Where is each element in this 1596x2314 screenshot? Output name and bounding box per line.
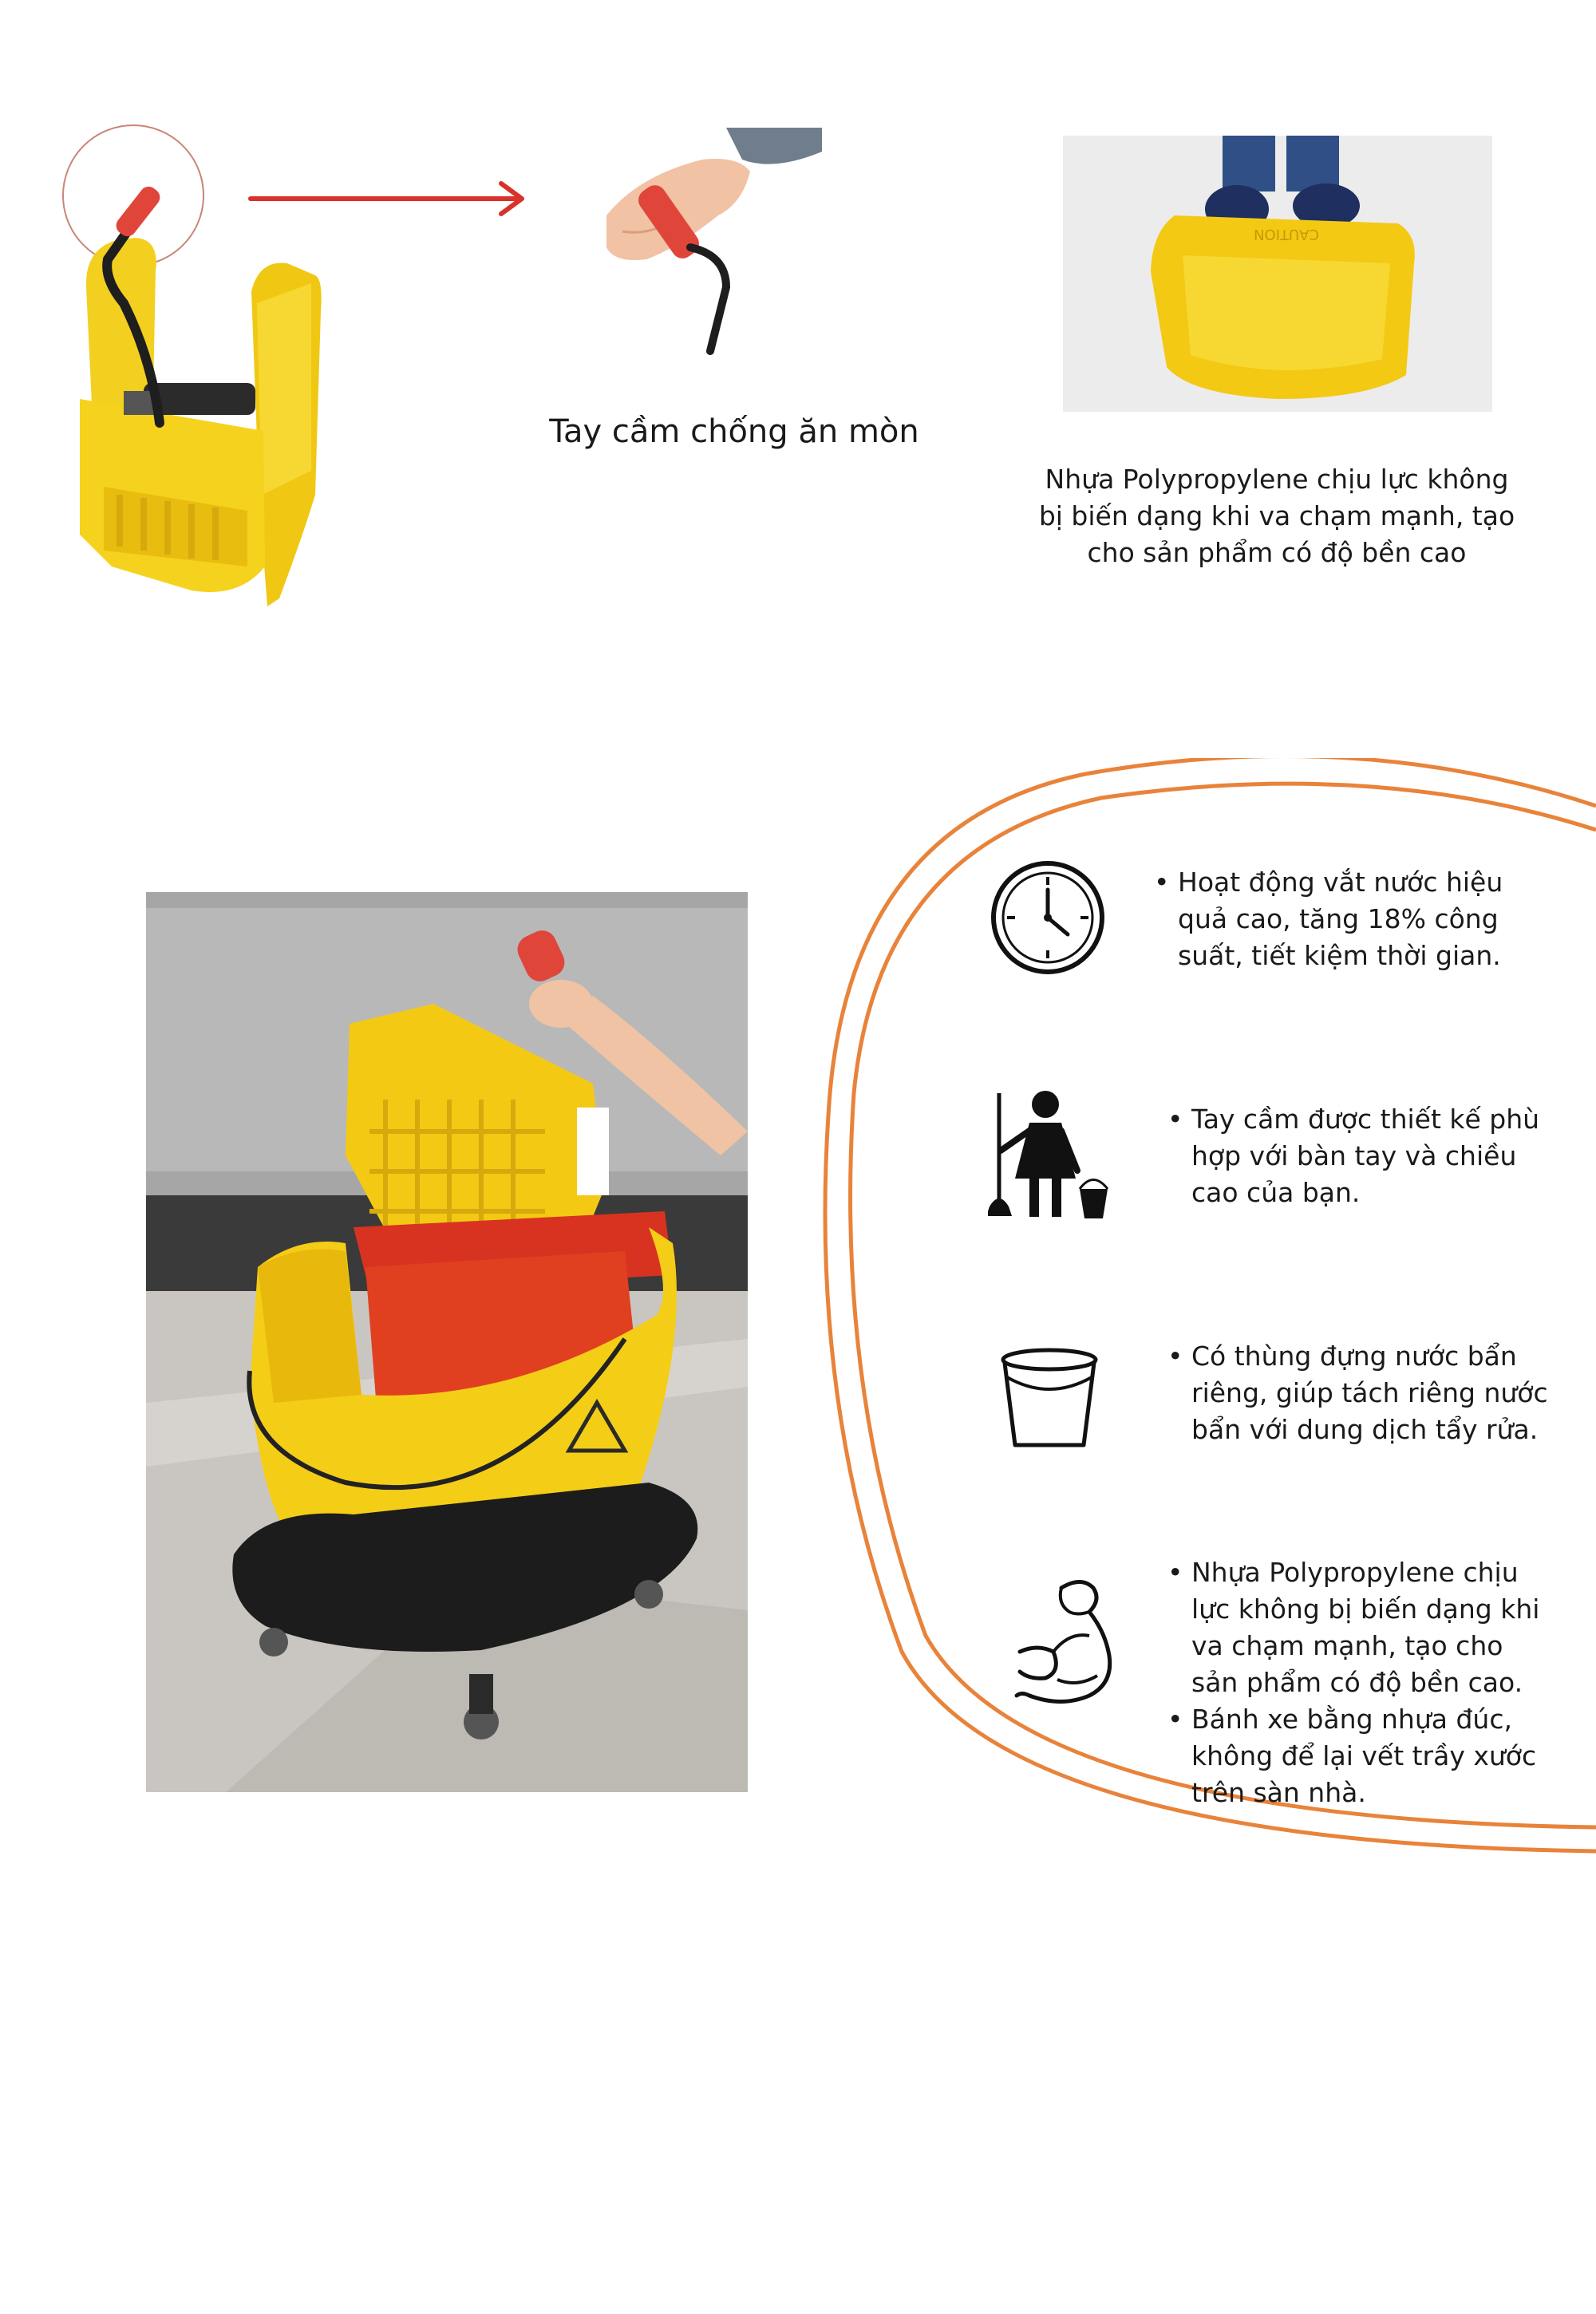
muscle-icon	[1013, 1576, 1117, 1708]
person-standing-on-bucket-photo	[1063, 136, 1492, 412]
feature-item: • Hoạt động vắt nước hiệu quả cao, tăng 18% công suất, tiết kiệm thời gian.	[1154, 864, 1529, 974]
handle-caption: Tay cầm chống ăn mòn	[549, 413, 919, 450]
hand-holding-handle-photo	[591, 128, 822, 359]
material-caption: Nhựa Polypropylene chịu lực không bị biến dạng khi va chạm mạnh, tạo cho sản phẩm có độ bền cao	[1038, 464, 1515, 568]
feature-item: • Nhựa Polypropylene chịu lực không bị biến dạng khi va chạm mạnh, tạo cho sản phẩm có độ bền cao.	[1167, 1554, 1551, 1701]
caution-label: CAUTION	[1254, 226, 1319, 243]
cleaner-icon	[988, 1087, 1114, 1222]
mop-bucket-photo	[146, 892, 748, 1792]
feature-list-material	[1167, 1554, 1551, 1811]
feature-item: • Có thùng đựng nước bẩn riêng, giúp tách riêng nước bẩn với dung dịch tẩy rửa.	[1167, 1338, 1551, 1448]
feature-item: • Tay cầm được thiết kế phù hợp với bàn tay và chiều cao của bạn.	[1167, 1101, 1543, 1211]
feature-list-efficiency	[1154, 864, 1529, 974]
feature-list-dirty-water	[1167, 1338, 1551, 1448]
feature-item: • Bánh xe bằng nhựa đúc, không để lại vết trầy xước trên sàn nhà.	[1167, 1701, 1551, 1811]
bucket-icon	[999, 1345, 1100, 1449]
feature-list-handle	[1167, 1101, 1543, 1211]
arrow-right-icon	[247, 177, 535, 217]
clock-icon	[988, 858, 1108, 977]
